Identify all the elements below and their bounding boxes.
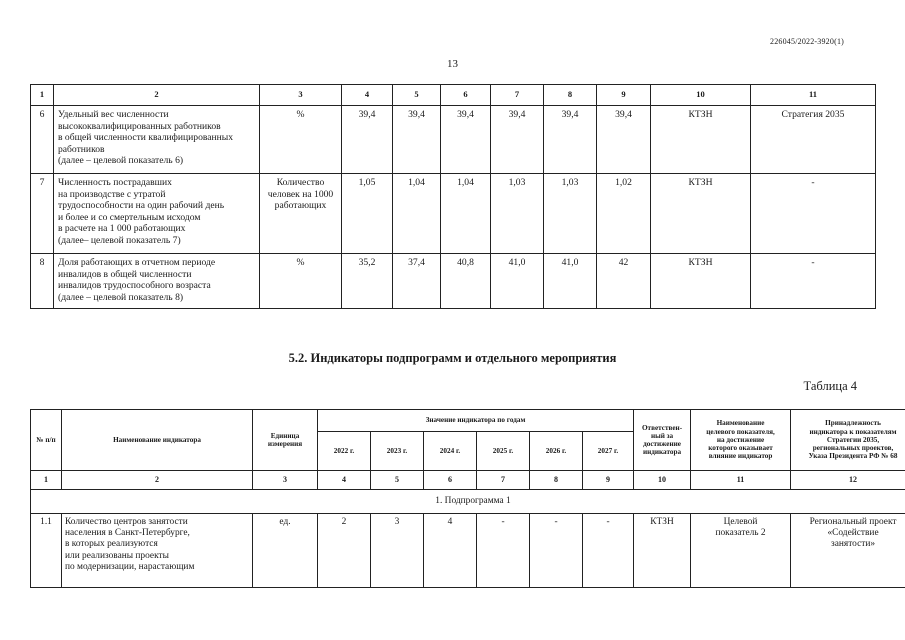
- col-number: 5: [393, 85, 441, 106]
- col-number: 2: [62, 471, 253, 490]
- col-number: 4: [318, 471, 371, 490]
- value: 1,04: [393, 174, 441, 254]
- subprogram-indicators-table: [30, 409, 905, 588]
- subprogram-title: 1. Подпрограмма 1: [31, 490, 905, 514]
- header-target: Наименование целевого показателя, на достижение которого оказывает влияние индикатор: [691, 410, 791, 471]
- col-number: 10: [651, 85, 751, 106]
- page-number: 13: [447, 58, 458, 70]
- value: 40,8: [441, 254, 491, 309]
- table-row: [31, 106, 876, 174]
- table-label: Таблица 4: [803, 379, 857, 393]
- table-row: [31, 174, 876, 254]
- value: 1,04: [441, 174, 491, 254]
- col-number: 3: [260, 85, 342, 106]
- value: 37,4: [393, 254, 441, 309]
- responsible: КТЗН: [651, 254, 751, 309]
- header-name: Наименование индикатора: [62, 410, 253, 471]
- value: 41,0: [544, 254, 597, 309]
- col-number: 7: [477, 471, 530, 490]
- row-number: 1.1: [31, 514, 62, 588]
- header-responsible: Ответствен- ный за достижение индикатора: [634, 410, 691, 471]
- header-num: № п/п: [31, 410, 62, 471]
- value: 39,4: [342, 106, 393, 174]
- value: 1,03: [544, 174, 597, 254]
- row-number: 6: [31, 106, 54, 174]
- value: 4: [424, 514, 477, 588]
- source: Стратегия 2035: [751, 106, 876, 174]
- value: 1,02: [597, 174, 651, 254]
- col-number: 1: [31, 471, 62, 490]
- header-year: 2027 г.: [583, 432, 634, 471]
- source: -: [751, 174, 876, 254]
- indicator-name: Удельный вес численности высококвалифицированных работников в общей численности квалифицированных работников (далее – целевой показатель 6): [54, 106, 260, 174]
- table2-header-row: [31, 410, 905, 432]
- col-number: 1: [31, 85, 54, 106]
- header-belonging: Принадлежность индикатора к показателям Стратегии 2035, региональных проектов, Указа Президента РФ № 68: [791, 410, 905, 471]
- value: 1,05: [342, 174, 393, 254]
- unit: %: [260, 254, 342, 309]
- value: -: [583, 514, 634, 588]
- indicator-name: Доля работающих в отчетном периоде инвалидов в общей численности инвалидов трудоспособного возраста (далее – целевой показатель 8): [54, 254, 260, 309]
- col-number: 8: [530, 471, 583, 490]
- value: 35,2: [342, 254, 393, 309]
- responsible: КТЗН: [651, 106, 751, 174]
- col-number: 9: [583, 471, 634, 490]
- col-number: 11: [751, 85, 876, 106]
- indicators-table-continued: [30, 84, 876, 309]
- belonging: Региональный проект «Содействие занятости»: [791, 514, 905, 588]
- header-values-group: Значение индикатора по годам: [318, 410, 634, 432]
- header-unit: Единица измерения: [253, 410, 318, 471]
- document-number: 226045/2022-3920(1): [770, 37, 845, 46]
- section-title: 5.2. Индикаторы подпрограмм и отдельного мероприятия: [288, 351, 617, 365]
- table1-header-row: [31, 85, 876, 106]
- col-number: 2: [54, 85, 260, 106]
- unit: Количество человек на 1000 работающих: [260, 174, 342, 254]
- indicator-name: Количество центров занятости населения в Санкт-Петербурге, в которых реализуются или реализованы проекты по модернизации, нарастающим: [62, 514, 253, 588]
- value: 39,4: [441, 106, 491, 174]
- table-row: [31, 254, 876, 309]
- col-number: 10: [634, 471, 691, 490]
- value: 2: [318, 514, 371, 588]
- value: -: [530, 514, 583, 588]
- subprogram-row: [31, 490, 905, 514]
- value: 39,4: [544, 106, 597, 174]
- target-indicator: Целевой показатель 2: [691, 514, 791, 588]
- header-year: 2026 г.: [530, 432, 583, 471]
- responsible: КТЗН: [634, 514, 691, 588]
- value: 1,03: [491, 174, 544, 254]
- responsible: КТЗН: [651, 174, 751, 254]
- col-number: 7: [491, 85, 544, 106]
- value: 39,4: [491, 106, 544, 174]
- unit: %: [260, 106, 342, 174]
- source: -: [751, 254, 876, 309]
- col-number: 11: [691, 471, 791, 490]
- value: 39,4: [393, 106, 441, 174]
- value: 41,0: [491, 254, 544, 309]
- row-number: 8: [31, 254, 54, 309]
- table-row: [31, 514, 905, 588]
- row-number: 7: [31, 174, 54, 254]
- value: 39,4: [597, 106, 651, 174]
- header-year: 2022 г.: [318, 432, 371, 471]
- col-number: 9: [597, 85, 651, 106]
- col-number: 5: [371, 471, 424, 490]
- col-number: 6: [424, 471, 477, 490]
- value: 3: [371, 514, 424, 588]
- header-year: 2025 г.: [477, 432, 530, 471]
- unit: ед.: [253, 514, 318, 588]
- col-number: 12: [791, 471, 905, 490]
- col-number: 4: [342, 85, 393, 106]
- value: 42: [597, 254, 651, 309]
- header-year: 2024 г.: [424, 432, 477, 471]
- value: -: [477, 514, 530, 588]
- indicator-name: Численность пострадавших на производстве с утратой трудоспособности на один рабочий день и более и со смертельным исходом в расчете на 1 000 работающих (далее– целевой показатель 7): [54, 174, 260, 254]
- table2-column-numbers-row: [31, 471, 905, 490]
- col-number: 3: [253, 471, 318, 490]
- header-year: 2023 г.: [371, 432, 424, 471]
- col-number: 8: [544, 85, 597, 106]
- col-number: 6: [441, 85, 491, 106]
